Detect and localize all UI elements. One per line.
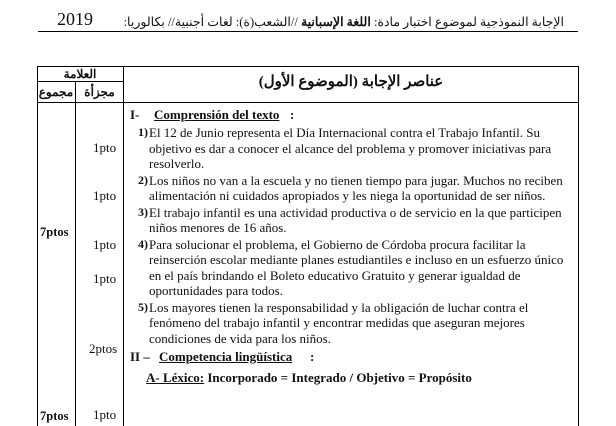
- total-header: مجموع: [38, 85, 74, 99]
- mark-item-5: 2ptos: [89, 341, 118, 356]
- answer-item-text: El trabajo infantil es una actividad productiva o de servicio en la que participen niños menores de 16 años.: [149, 204, 562, 235]
- section2-colon: :: [310, 349, 315, 364]
- answer-content: [130, 107, 570, 386]
- answer-item-text: Los mayores tienen la responsabilidad y la obligación de luchar contra el fenómeno del trabajo infantil y encontrar medidas que aseguran mejores condiciones de vida para los niños.: [149, 299, 529, 346]
- section1-heading: [130, 107, 570, 124]
- answer-item-number: 3): [138, 204, 148, 219]
- lexico-text: Incorporado = Integrado / Objetivo = Propósito: [204, 370, 472, 385]
- elements-header: عناصر الإجابة (الموضوع الأول): [258, 74, 444, 90]
- section2-title: Competencia lingüística: [159, 349, 293, 364]
- mark-header: العلامة: [63, 67, 97, 81]
- lexico-label: A- Léxico:: [146, 370, 205, 385]
- section2-heading: [130, 349, 570, 366]
- answer-item-text: Para solucionar el problema, el Gobierno de Córdoba procura facilitar la reinserción escolar mediante planes estudiantiles e incluso en un esfuerzo único en el país brindando el Boleto educativo Gratuito y generar igualdad de oportunidades para todos.: [149, 236, 564, 298]
- column-divider-partial: [123, 66, 124, 426]
- lexico-row: [130, 370, 570, 386]
- mark-item-1: 1pto: [93, 140, 117, 155]
- exam-title-prefix: الإجابة النموذجية لموضوع اختبار مادة:: [373, 15, 564, 29]
- answer-item-3: [130, 205, 570, 236]
- header-row-bottom: [37, 102, 579, 103]
- answer-item-number: 1): [138, 125, 148, 139]
- section1-colon: :: [290, 107, 295, 122]
- exam-subject: اللغة الإسبانية: [300, 15, 371, 29]
- mark-item-2: 1pto: [93, 188, 117, 203]
- table-border-right: [578, 66, 579, 426]
- page-header: [0, 0, 616, 34]
- column-divider-total: [75, 81, 76, 426]
- answer-item-text: Los niños no van a la escuela y no tienen tiempo para jugar. Muchos no reciben alimentación ni cuidados apropiados y les niega la oportunidad de ser niños.: [149, 172, 563, 203]
- answer-item-1: [130, 125, 570, 172]
- header-rule: [38, 31, 578, 32]
- table-border-left: [37, 66, 38, 426]
- mark-lexico: 1pto: [93, 407, 117, 422]
- exam-title: [124, 14, 564, 30]
- section1-number: I-: [130, 107, 140, 122]
- answer-item-number: 4): [138, 236, 148, 251]
- section2-total: 7ptos: [40, 409, 69, 423]
- answer-item-2: [130, 173, 570, 204]
- section1-total: 7ptos: [40, 225, 69, 239]
- exam-year: 2019: [57, 9, 93, 29]
- answer-item-5: [130, 300, 570, 347]
- section2-number: II –: [130, 349, 150, 364]
- partial-header: مجزأة: [84, 85, 115, 99]
- exam-branch: //الشعب(ة): لغات أجنبية// بكالوريا:: [123, 15, 298, 29]
- answer-item-4: [130, 237, 570, 299]
- section1-title: Comprensión del texto: [154, 107, 280, 122]
- mark-item-3: 1pto: [93, 237, 117, 252]
- answer-item-number: 5): [138, 299, 148, 314]
- mark-item-4: 1pto: [93, 271, 117, 286]
- answer-item-number: 2): [138, 172, 148, 187]
- answer-item-text: El 12 de Junio representa el Día Internacional contra el Trabajo Infantil. Su objetivo es dar a conocer el alcance del problema y promover iniciativas para resolverlo.: [149, 125, 552, 171]
